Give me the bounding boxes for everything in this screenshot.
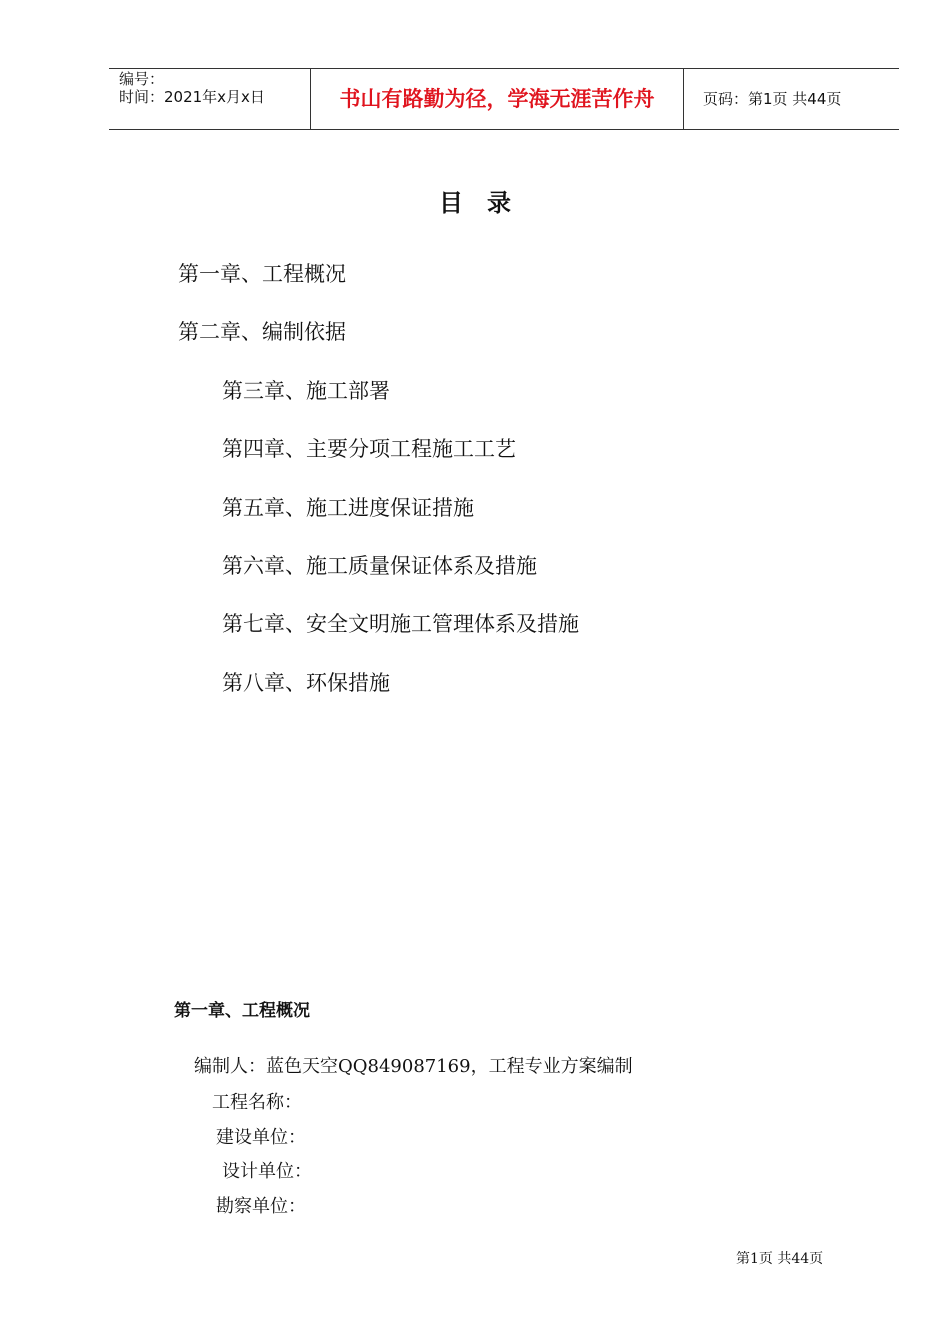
toc-item[interactable]: 第五章、施工进度保证措施 bbox=[222, 496, 474, 520]
toc-item[interactable]: 第三章、施工部署 bbox=[222, 379, 390, 403]
number-label: 编号： bbox=[119, 70, 165, 88]
surveyor-label: 勘察单位： bbox=[216, 1196, 306, 1217]
builder-label: 建设单位： bbox=[216, 1127, 306, 1148]
header-meta-cell bbox=[109, 69, 310, 129]
toc-item[interactable]: 第一章、工程概况 bbox=[178, 262, 346, 286]
time-label: 时间：2021年x月x日 bbox=[119, 88, 265, 106]
page-header bbox=[109, 68, 899, 130]
footer-page-number: 第1页 共44页 bbox=[736, 1251, 824, 1267]
toc-item[interactable]: 第八章、环保措施 bbox=[222, 671, 390, 695]
header-motto: 书山有路勤为径，学海无涯苦作舟 bbox=[339, 87, 655, 111]
designer-label: 设计单位： bbox=[222, 1161, 312, 1182]
toc-title: 目录 bbox=[439, 189, 535, 217]
toc-item[interactable]: 第四章、主要分项工程施工工艺 bbox=[222, 437, 516, 461]
header-page-info: 页码：第1页 共44页 bbox=[703, 90, 842, 108]
toc-item[interactable]: 第二章、编制依据 bbox=[178, 320, 346, 344]
author-line: 编制人：蓝色天空QQ849087169，工程专业方案编制 bbox=[194, 1056, 633, 1077]
toc-item[interactable]: 第七章、安全文明施工管理体系及措施 bbox=[222, 612, 579, 636]
section-title: 第一章、工程概况 bbox=[174, 1001, 310, 1021]
project-name-label: 工程名称： bbox=[212, 1092, 302, 1113]
header-divider bbox=[683, 69, 684, 129]
toc-item[interactable]: 第六章、施工质量保证体系及措施 bbox=[222, 554, 537, 578]
